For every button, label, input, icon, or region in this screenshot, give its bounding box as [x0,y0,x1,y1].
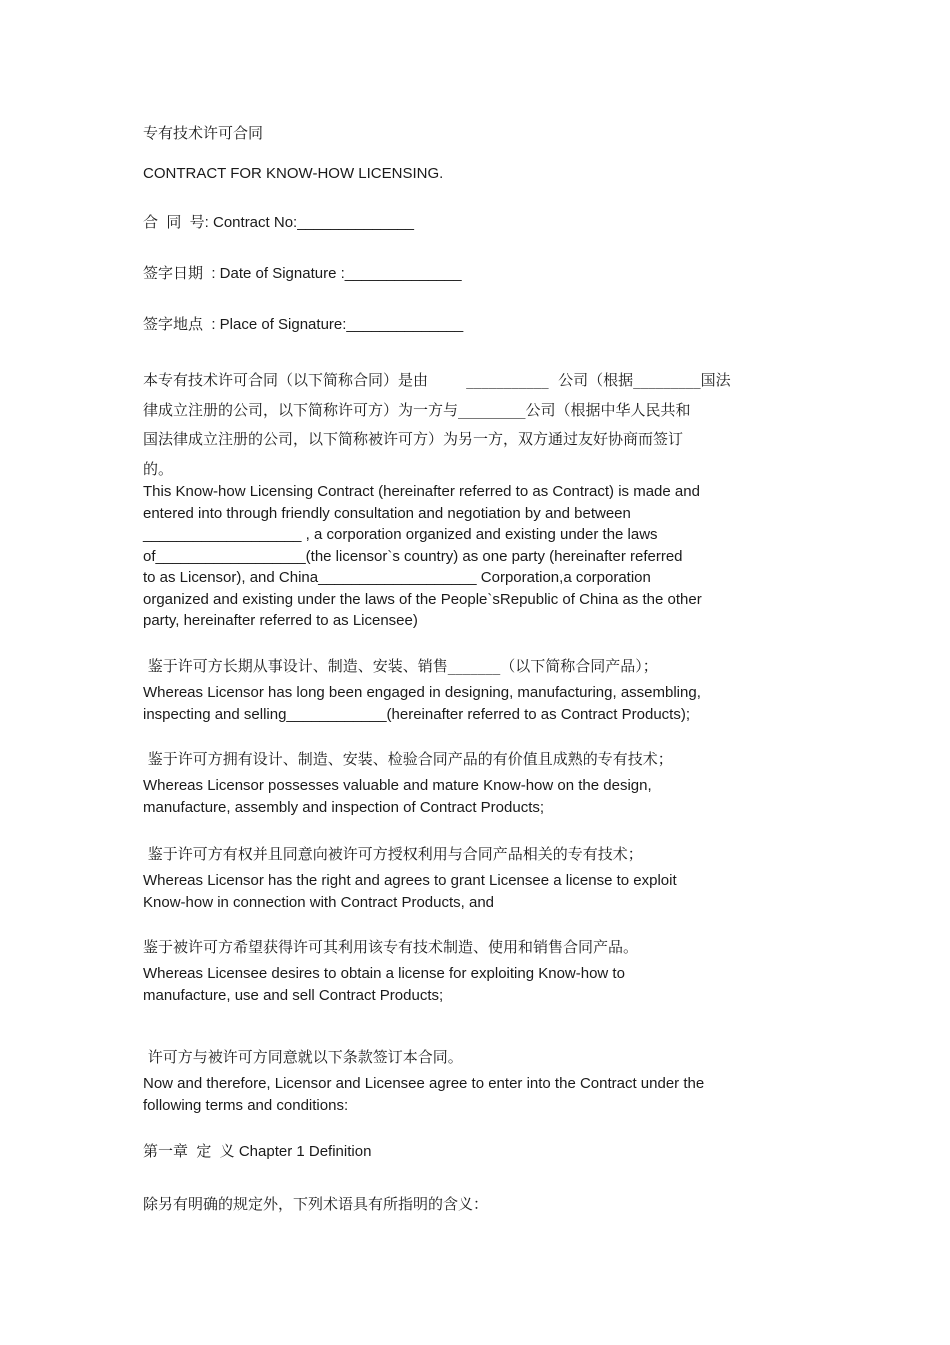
whereas-2-cn: 鉴于许可方拥有设计、制造、安装、检验合同产品的有价值且成熟的专有技术； [143,750,673,768]
contract-no-line: 合 同 号: Contract No:______________ [143,214,414,231]
definition-intro: 除另有明确的规定外，下列术语具有所指明的含义： [143,1195,489,1213]
whereas-3-cn: 鉴于许可方有权并且同意向被许可方授权利用与合同产品相关的专有技术； [143,845,643,863]
agreement-en [143,1073,743,1116]
title-cn: 专有技术许可合同 [143,124,264,142]
intro-en-line: organized and existing under the laws of the People`sRepublic of China as the other [143,590,702,608]
whereas-3-en [143,870,743,913]
whereas-4-en-line: Whereas Licensee desires to obtain a license for exploiting Know-how to [143,965,625,982]
agreement-en-line: following terms and conditions: [143,1096,349,1114]
whereas-2-en-line: Whereas Licensor possesses valuable and mature Know-how on the design, [143,777,652,794]
intro-en-line: This Know-how Licensing Contract (hereinafter referred to as Contract) is made and [143,483,700,500]
intro-en-line: to as Licensor), and China___________________ Corporation,a corporation [143,569,651,586]
intro-cn-line: 本专有技术许可合同（以下简称合同）是由 ___________ 公司（根据_________国法 [143,371,731,389]
intro-cn-line: 国法律成立注册的公司，以下简称被许可方）为另一方，双方通过友好协商而签订 [143,430,684,448]
whereas-1-en-line: Whereas Licensor has long been engaged in designing, manufacturing, assembling, [143,684,701,701]
whereas-2-en-line: manufacture, assembly and inspection of Contract Products; [143,798,545,816]
intro-en-line: party, hereinafter referred to as Licensee) [143,612,418,629]
intro-en-line: of__________________(the licensor`s country) as one party (hereinafter referred [143,547,683,565]
whereas-4-en-line: manufacture, use and sell Contract Products; [143,986,444,1004]
whereas-4-cn: 鉴于被许可方希望获得许可其利用该专有技术制造、使用和销售合同产品。 [143,938,639,956]
agreement-en-line: Now and therefore, Licensor and Licensee agree to enter into the Contract under the [143,1075,705,1092]
intro-cn-line: 律成立注册的公司，以下简称许可方）为一方与_________公司（根据中华人民共和 [143,400,691,419]
intro-en-paragraph [143,481,743,632]
whereas-3-en-line: Know-how in connection with Contract Products, and [143,893,495,911]
whereas-1-en [143,682,743,725]
intro-en-line: entered into through friendly consultation and negotiation by and between [143,504,631,522]
whereas-1-en-line: inspecting and selling____________(hereinafter referred to as Contract Products); [143,705,691,723]
place-signature-line: 签字地点 : Place of Signature:______________ [143,316,464,333]
intro-cn-paragraph [143,366,793,484]
chapter-1-heading: 第一章 定 义 Chapter 1 Definition [143,1143,372,1160]
whereas-1-cn: 鉴于许可方长期从事设计、制造、安装、销售_______（以下简称合同产品）； [143,657,658,675]
date-signature-line: 签字日期 : Date of Signature :______________ [143,265,462,282]
whereas-3-en-line: Whereas Licensor has the right and agrees to grant Licensee a license to exploit [143,872,677,889]
intro-en-line: ___________________ , a corporation organized and existing under the laws [143,526,658,543]
agreement-cn: 许可方与被许可方同意就以下条款签订本合同。 [143,1048,463,1066]
intro-cn-line: 的。 [143,459,174,478]
title-en: CONTRACT FOR KNOW-HOW LICENSING. [143,165,444,182]
whereas-4-en [143,963,743,1006]
whereas-2-en [143,775,743,818]
